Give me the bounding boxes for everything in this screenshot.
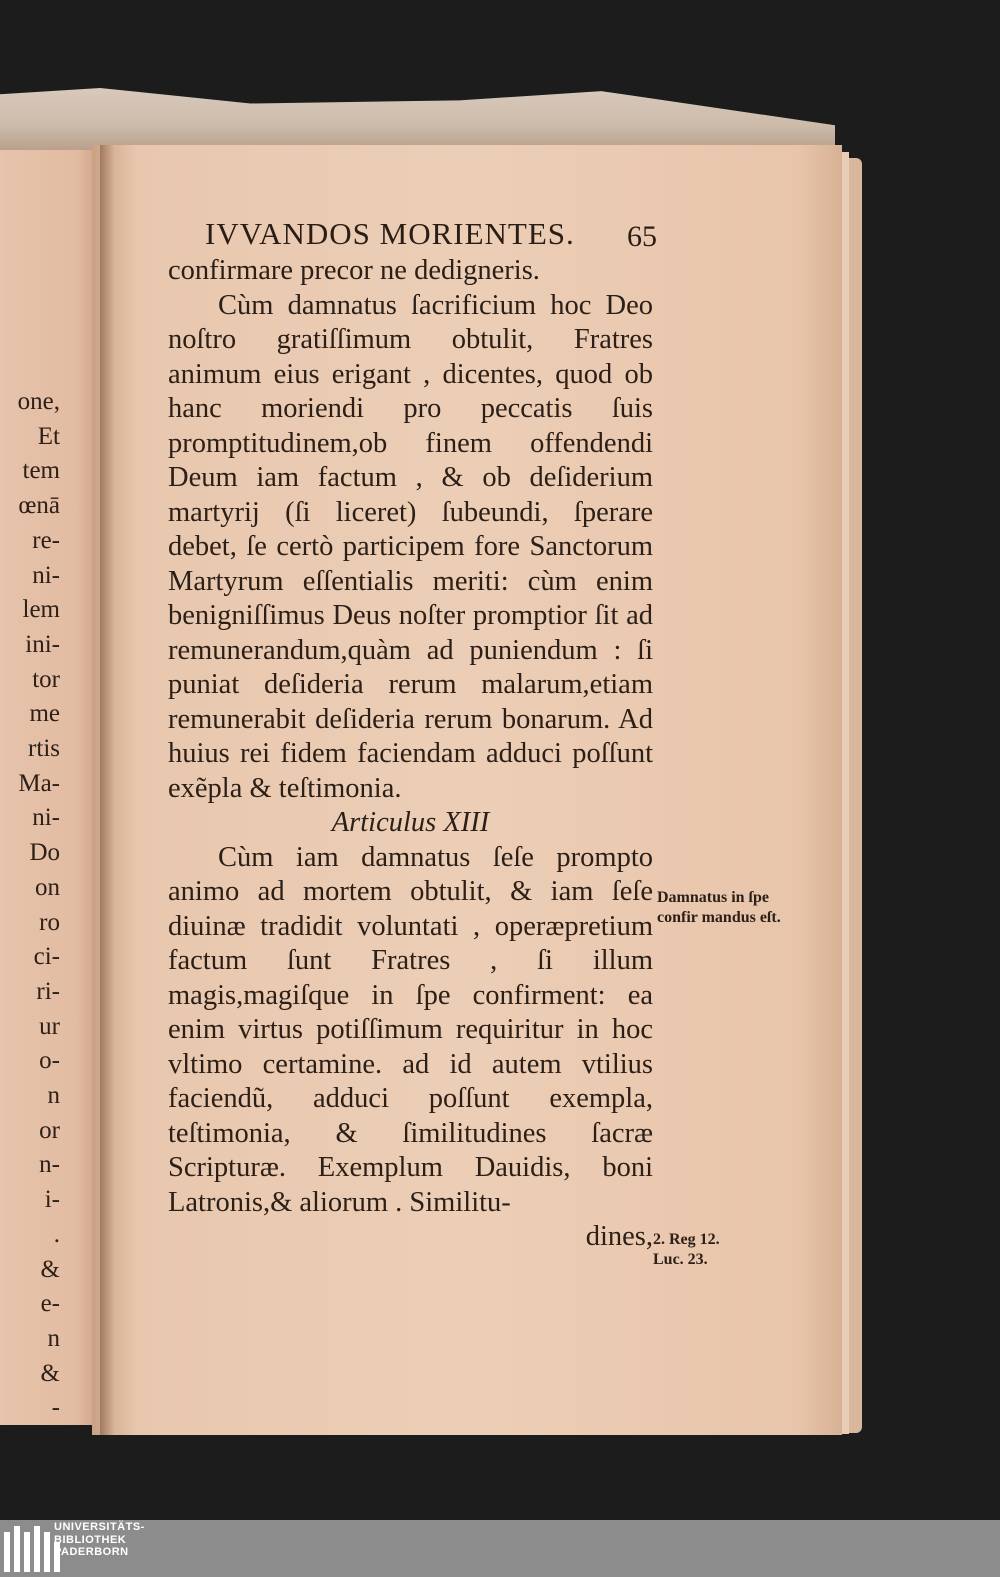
left-fragment-line: tem [22,457,60,485]
left-fragment-line: i- [44,1186,60,1214]
left-fragment-line: ci- [33,943,60,971]
margin-note-2: 2. Reg 12. Luc. 23. [653,1231,720,1268]
left-fragment-line: on [35,873,60,901]
paragraph-3: Cùm iam damnatus ſeſe prompto animo ad mortem obtulit, & iam ſeſe diuinæ tradidit voluntati , operæpretium factum ſunt Fratres , ſi illum magis,magiſque in ſpe confirment: ea enim virtus potiſſimum requiritur in hoc vltimo certamine. ad id autem vtilius faciendũ, adduci poſſunt exempla, teſtimonia, & ſimilitudines ſacræ Scripturæ. Exemplum Dauidis, boni Latronis,& aliorum . Similitu- [168,841,653,1218]
left-fragment-line: ri- [36,977,60,1005]
left-fragment-line: ro [39,908,60,936]
left-fragment-line: o- [39,1047,60,1075]
running-head: IVVANDOS MORIENTES. [205,216,575,251]
library-logo-text: UNIVERSITÄTS- BIBLIOTHEK PADERBORN [54,1521,145,1558]
left-fragment-line: & [40,1255,60,1283]
left-fragment-line: & [40,1359,60,1387]
left-fragment-line: . [53,1220,60,1248]
left-fragment-line: e- [40,1290,60,1318]
left-fragment-line: or [39,1116,60,1144]
left-fragment-line: n [47,1324,60,1352]
main-text [168,254,653,1255]
left-fragment-line: lem [22,596,60,624]
paragraph-2: Cùm damnatus ſacrificium hoc Deo noſtro gratiſſimum obtulit, Fratres animum eius erigant , dicentes, quod ob hanc moriendi pro peccatis ſuis promptitudinem,ob finem offendendi Deum iam factum , & ob deſiderium martyrij (ſi liceret) ſubeundi, ſperare debet, ſe certò participem fore Sanctorum Martyrum eſſentialis meriti: cùm enim benigniſſimus Deus noſter promptior ſit ad remunerandum,quàm ad puniendum : ſi puniat deſideria rerum malarum,etiam remunerabit deſideria rerum bonarum. Ad huius rei fidem faciendam adduci poſſunt exẽpla & teſtimonia. [168,289,653,804]
left-fragment-line: ur [39,1012,60,1040]
library-footer [0,1520,1000,1577]
left-fragment-line: ni- [32,804,60,832]
left-fragment-line: me [29,700,60,728]
left-fragment-line: n- [39,1151,60,1179]
left-fragment-line: rtis [28,735,60,763]
left-fragment-line: Et [37,422,60,450]
library-logo-icon [4,1526,60,1572]
book-gutter [100,145,114,1435]
left-fragment-line: Do [29,839,60,867]
left-fragment-line: œnā [18,492,60,520]
left-fragment-line: ini- [25,630,60,658]
article-heading: Articulus XIII [331,807,490,838]
margin-note-1: Damnatus in ſpe confir mandus eſt. [657,889,781,926]
paragraph-1: confirmare precor ne dedigneris. [168,255,540,286]
left-fragment-line: n [47,1082,60,1110]
left-fragment-line: - [51,1394,60,1422]
left-fragment-line: one, [17,388,60,415]
left-fragment-line: ni- [32,561,60,589]
left-fragment-line: re- [32,526,60,554]
left-page-fragments [0,385,60,1426]
page-number: 65 [627,220,657,253]
catchword: dines, [585,1221,653,1252]
left-fragment-line: Ma- [18,769,60,797]
left-fragment-line: tor [32,665,60,693]
